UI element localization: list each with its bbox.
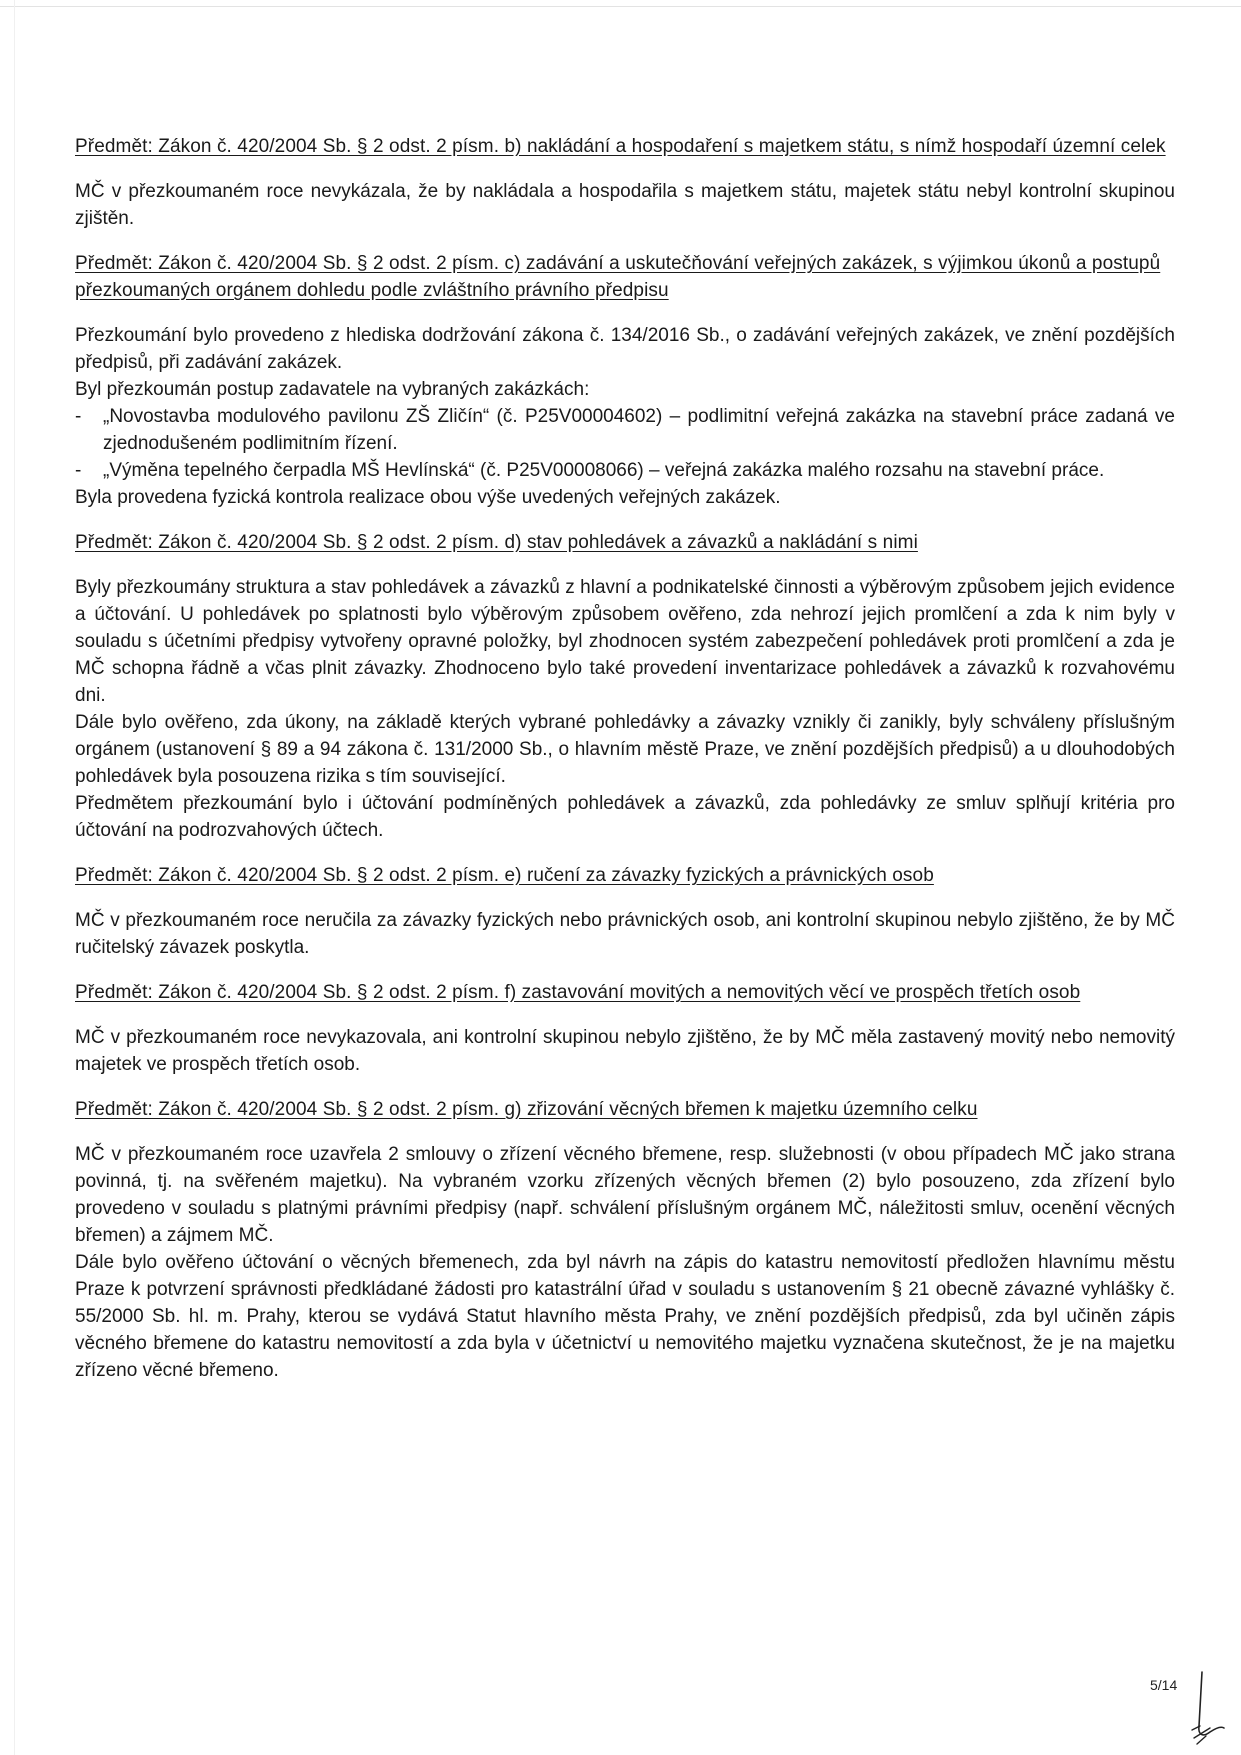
- section-heading: Předmět: Zákon č. 420/2004 Sb. § 2 odst. 2 písm. b) nakládání a hospodaření s majetkem státu, s nímž hospodaří územní celek: [75, 136, 1166, 157]
- paragraph: Dále bylo ověřeno, zda úkony, na základě kterých vybrané pohledávky a závazky vznikly či zanikly, byly schváleny příslušným orgánem (ustanovení § 89 a 94 zákona č. 131/2000 Sb., o hlavním městě Praze, ve znění pozdějších předpisů) a u dlouhodobých pohledávek byla posouzena rizika s tím související.: [75, 712, 1175, 787]
- section-heading: Předmět: Zákon č. 420/2004 Sb. § 2 odst. 2 písm. e) ručení za závazky fyzických a právnických osob: [75, 865, 934, 886]
- paragraph: Přezkoumání bylo provedeno z hlediska dodržování zákona č. 134/2016 Sb., o zadávání veřejných zakázek, ve znění pozdějších předpisů, při zadávání zakázek.: [75, 325, 1175, 373]
- section-heading: Předmět: Zákon č. 420/2004 Sb. § 2 odst. 2 písm. d) stav pohledávek a závazků a nakládání s nimi: [75, 532, 918, 553]
- list-item: [75, 457, 1175, 484]
- paragraph: Byl přezkoumán postup zadavatele na vybraných zakázkách:: [75, 379, 590, 400]
- section-d: [75, 529, 1175, 844]
- section-f: [75, 979, 1175, 1078]
- paragraph: Dále bylo ověřeno účtování o věcných břemenech, zda byl návrh na zápis do katastru nemovitostí předložen hlavnímu městu Praze k potvrzení správnosti předkládané žádosti pro katastrální úřad v souladu s ustanovením § 21 obecně závazné vyhlášky č. 55/2000 Sb. hl. m. Prahy, kterou se vydává Statut hlavního města Prahy, ve znění pozdějších předpisů, zda byl učiněn zápis věcného břemene do katastru nemovitostí a zda byla v účetnictví u nemovitého majetku vyznačena skutečnost, že je na majetku zřízeno věcné břemeno.: [75, 1252, 1175, 1381]
- section-heading: Předmět: Zákon č. 420/2004 Sb. § 2 odst. 2 písm. c) zadávání a uskutečňování veřejných zakázek, s výjimkou úkonů a postupů přezkoumaných orgánem dohledu podle zvláštního právního předpisu: [75, 253, 1161, 301]
- section-e: [75, 862, 1175, 961]
- list-item: [75, 403, 1175, 457]
- list-item-text: „Novostavba modulového pavilonu ZŠ Zličín“ (č. P25V00004602) – podlimitní veřejná zakázka na stavební práce zadaná ve zjednodušeném podlimitním řízení.: [103, 406, 1175, 454]
- paragraph: Byla provedena fyzická kontrola realizace obou výše uvedených veřejných zakázek.: [75, 487, 781, 508]
- dash-bullet: -: [75, 406, 82, 427]
- paragraph: Byly přezkoumány struktura a stav pohledávek a závazků z hlavní a podnikatelské činnosti a výběrovým způsobem jejich evidence a účtování. U pohledávek po splatnosti bylo výběrovým způsobem ověřeno, zda nehrozí jejich promlčení a zda k nim byly v souladu s účetními předpisy vytvořeny opravné položky, byl zhodnocen systém zabezpečení pohledávek proti promlčení a zda je MČ schopna řádně a včas plnit závazky. Zhodnoceno bylo také provedení inventarizace pohledávek a závazků k rozvahovému dni.: [75, 577, 1175, 706]
- section-g: [75, 1096, 1175, 1384]
- page-number: 5/14: [1150, 1677, 1178, 1693]
- scan-left-edge: [14, 0, 15, 1755]
- section-heading: Předmět: Zákon č. 420/2004 Sb. § 2 odst. 2 písm. g) zřizování věcných břemen k majetku územního celku: [75, 1099, 978, 1120]
- section-b: [75, 133, 1175, 232]
- document-page: [75, 133, 1175, 1402]
- list-item-text: „Výměna tepelného čerpadla MŠ Hevlínská“ (č. P25V00008066) – veřejná zakázka malého rozsahu na stavební práce.: [103, 460, 1105, 481]
- signature-initials: [1188, 1668, 1228, 1748]
- section-heading: Předmět: Zákon č. 420/2004 Sb. § 2 odst. 2 písm. f) zastavování movitých a nemovitých věcí ve prospěch třetích osob: [75, 982, 1081, 1003]
- paragraph: MČ v přezkoumaném roce uzavřela 2 smlouvy o zřízení věcného břemene, resp. služebnosti (v obou případech MČ jako strana povinná, tj. na svěřeném majetku). Na vybraném vzorku zřízených věcných břemen (2) bylo posouzeno, zda zřízení bylo provedeno v souladu s platnými právními předpisy (např. schválení příslušným orgánem MČ, náležitosti smluv, ocenění věcných břemen) a zájmem MČ.: [75, 1144, 1175, 1246]
- paragraph: Předmětem přezkoumání bylo i účtování podmíněných pohledávek a závazků, zda pohledávky ze smluv splňují kritéria pro účtování na podrozvahových účtech.: [75, 793, 1175, 841]
- section-c: [75, 250, 1175, 511]
- dash-bullet: -: [75, 460, 82, 481]
- paragraph: MČ v přezkoumaném roce neručila za závazky fyzických nebo právnických osob, ani kontrolní skupinou nebylo zjištěno, že by MČ ručitelský závazek poskytla.: [75, 910, 1175, 958]
- paragraph: MČ v přezkoumaném roce nevykazovala, ani kontrolní skupinou nebylo zjištěno, že by MČ měla zastavený movitý nebo nemovitý majetek ve prospěch třetích osob.: [75, 1027, 1175, 1075]
- paragraph: MČ v přezkoumaném roce nevykázala, že by nakládala a hospodařila s majetkem státu, majetek státu nebyl kontrolní skupinou zjištěn.: [75, 181, 1175, 229]
- scan-top-edge: [0, 6, 1241, 7]
